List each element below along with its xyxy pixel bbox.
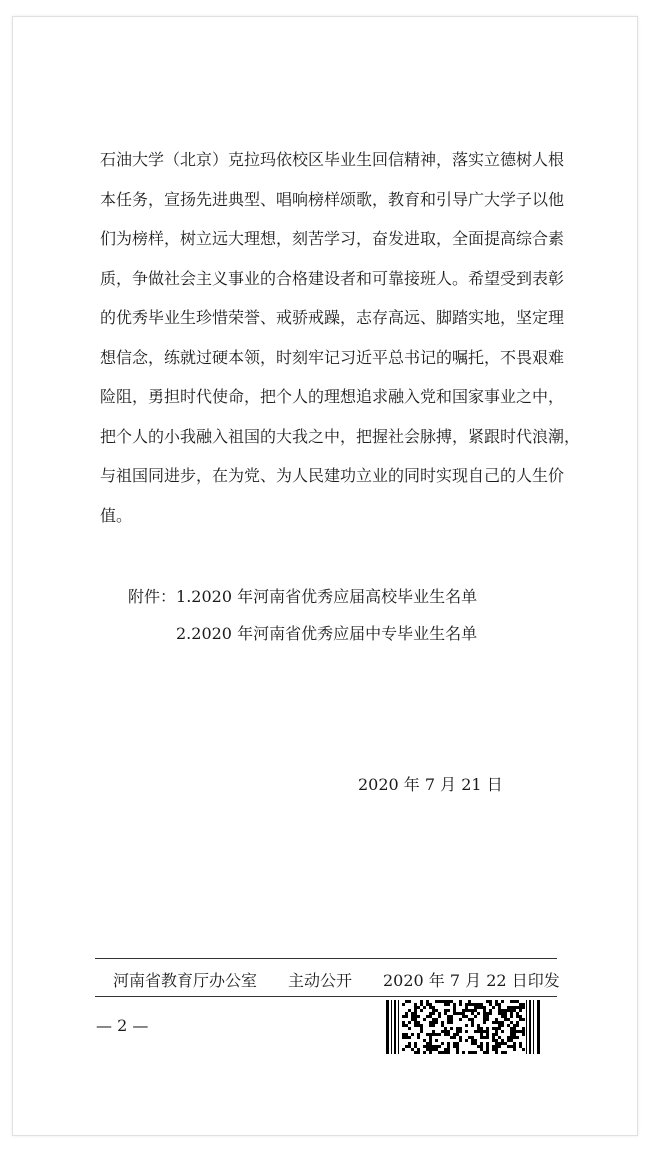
body-paragraph <box>100 140 581 535</box>
body-line: 的优秀毕业生珍惜荣誉、戒骄戒躁，志存高远、脚踏实地，坚定理 <box>100 308 565 327</box>
body-line: 们为榜样，树立远大理想，刻苦学习，奋发进取，全面提高综合素 <box>100 229 565 248</box>
body-line: 质，争做社会主义事业的合格建设者和可靠接班人。希望受到表彰 <box>100 268 565 288</box>
footer-issuer: 河南省教育厅办公室 <box>113 971 258 990</box>
attachments-label: 附件： <box>128 587 177 606</box>
attachments-block <box>128 578 477 652</box>
attachment-item-2 <box>128 615 477 652</box>
attachment-item-text: 1.2020 年河南省优秀应届高校毕业生名单 <box>176 587 478 606</box>
footer-top-rule <box>95 958 557 959</box>
document-date: 2020 年 7 月 21 日 <box>358 775 503 794</box>
body-line: 把个人的小我融入祖国的大我之中，把握社会脉搏，紧跟时代浪潮， <box>100 426 581 446</box>
attachment-item-text: 2.2020 年河南省优秀应届中专毕业生名单 <box>176 624 478 643</box>
body-line: 想信念，练就过硬本领，时刻牢记习近平总书记的嘱托，不畏艰难 <box>100 347 565 367</box>
attachment-item-1 <box>128 578 477 615</box>
body-line: 石油大学（北京）克拉玛依校区毕业生回信精神，落实立德树人根 <box>100 150 565 169</box>
footer-issue-date: 2020 年 7 月 22 日印发 <box>383 971 560 990</box>
footer-disclosure: 主动公开 <box>288 971 353 990</box>
barcode-image <box>386 1000 541 1054</box>
body-line: 本任务，宣扬先进典型、唱响榜样颂歌，教育和引导广大学子以他 <box>100 189 565 209</box>
body-line: 值。 <box>100 505 133 525</box>
body-line: 险阻，勇担时代使命，把个人的理想追求融入党和国家事业之中， <box>100 387 565 406</box>
footer-bottom-rule <box>95 996 557 997</box>
page-number: — 2 — <box>96 1016 149 1035</box>
body-line: 与祖国同进步，在为党、为人民建功立业的同时实现自己的人生价 <box>100 466 565 485</box>
